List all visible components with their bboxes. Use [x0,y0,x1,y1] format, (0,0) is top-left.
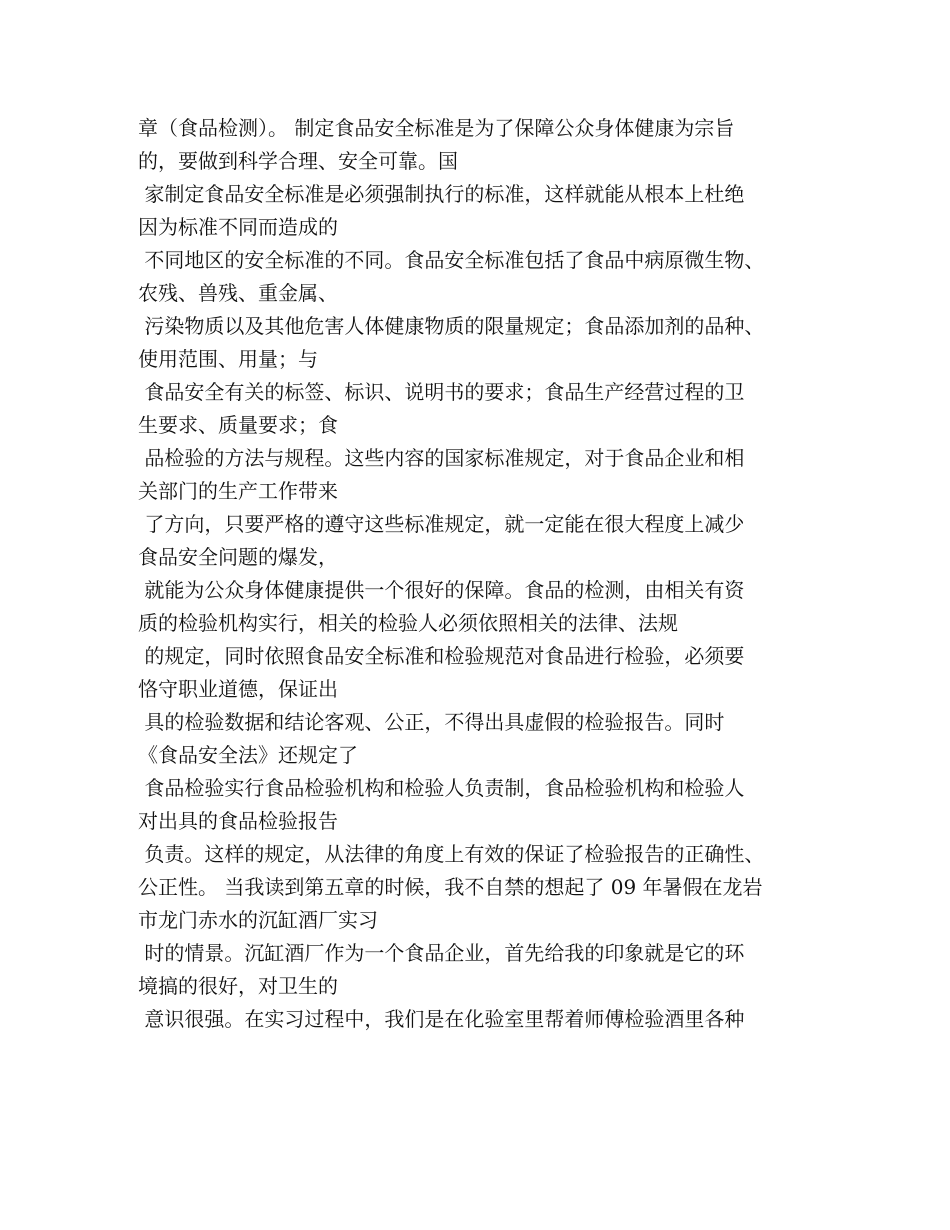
text-line-15: 就能为公众身体健康提供一个很好的保障。食品的检测，由相关有资 [138,578,745,602]
text-line-20: 《食品安全法》还规定了 [138,743,358,767]
text-line-11: 品检验的方法与规程。这些内容的国家标准规定，对于食品企业和相 [138,446,745,470]
text-line-4: 因为标准不同而造成的 [138,215,338,239]
text-line-19: 具的检验数据和结论客观、公正，不得出具虚假的检验报告。同时 [138,710,725,734]
text-line-25: 市龙门赤水的沉缸酒厂实习 [138,908,378,932]
text-line-1: 章（食品检测）。 制定食品安全标准是为了保障公众身体健康为宗旨 [138,116,735,140]
text-line-7: 污染物质以及其他危害人体健康物质的限量规定；食品添加剂的品种、 [138,314,765,338]
text-line-17: 的规定，同时依照食品安全标准和检验规范对食品进行检验，必须要 [138,644,745,668]
text-line-3: 家制定食品安全标准是必须强制执行的标准，这样就能从根本上杜绝 [138,182,745,206]
text-line-6: 农残、兽残、重金属、 [138,281,338,305]
text-line-18: 恪守职业道德，保证出 [138,677,338,701]
text-line-10: 生要求、质量要求；食 [138,413,338,437]
text-line-12: 关部门的生产工作带来 [138,479,338,503]
body-text [138,112,838,1036]
text-line-24: 公正性。 当我读到第五章的时候，我不自禁的想起了 09 年暑假在龙岩 [138,875,763,899]
text-line-14: 食品安全问题的爆发， [138,545,338,569]
text-line-28: 意识很强。在实习过程中，我们是在化验室里帮着师傅检验酒里各种 [138,1007,745,1031]
text-line-21: 食品检验实行食品检验机构和检验人负责制，食品检验机构和检验人 [138,776,745,800]
text-line-16: 质的检验机构实行，相关的检验人必须依照相关的法律、法规 [138,611,678,635]
text-line-2: 的，要做到科学合理、安全可靠。国 [138,149,458,173]
text-line-22: 对出具的食品检验报告 [138,809,338,833]
text-line-23: 负责。这样的规定，从法律的角度上有效的保证了检验报告的正确性、 [138,842,765,866]
text-line-9: 食品安全有关的标签、标识、说明书的要求；食品生产经营过程的卫 [138,380,745,404]
text-line-13: 了方向，只要严格的遵守这些标准规定，就一定能在很大程度上减少 [138,512,745,536]
text-line-8: 使用范围、用量；与 [138,347,318,371]
text-line-26: 时的情景。沉缸酒厂作为一个食品企业，首先给我的印象就是它的环 [138,941,745,965]
text-line-5: 不同地区的安全标准的不同。食品安全标准包括了食品中病原微生物、 [138,248,765,272]
text-line-27: 境搞的很好，对卫生的 [138,974,338,998]
